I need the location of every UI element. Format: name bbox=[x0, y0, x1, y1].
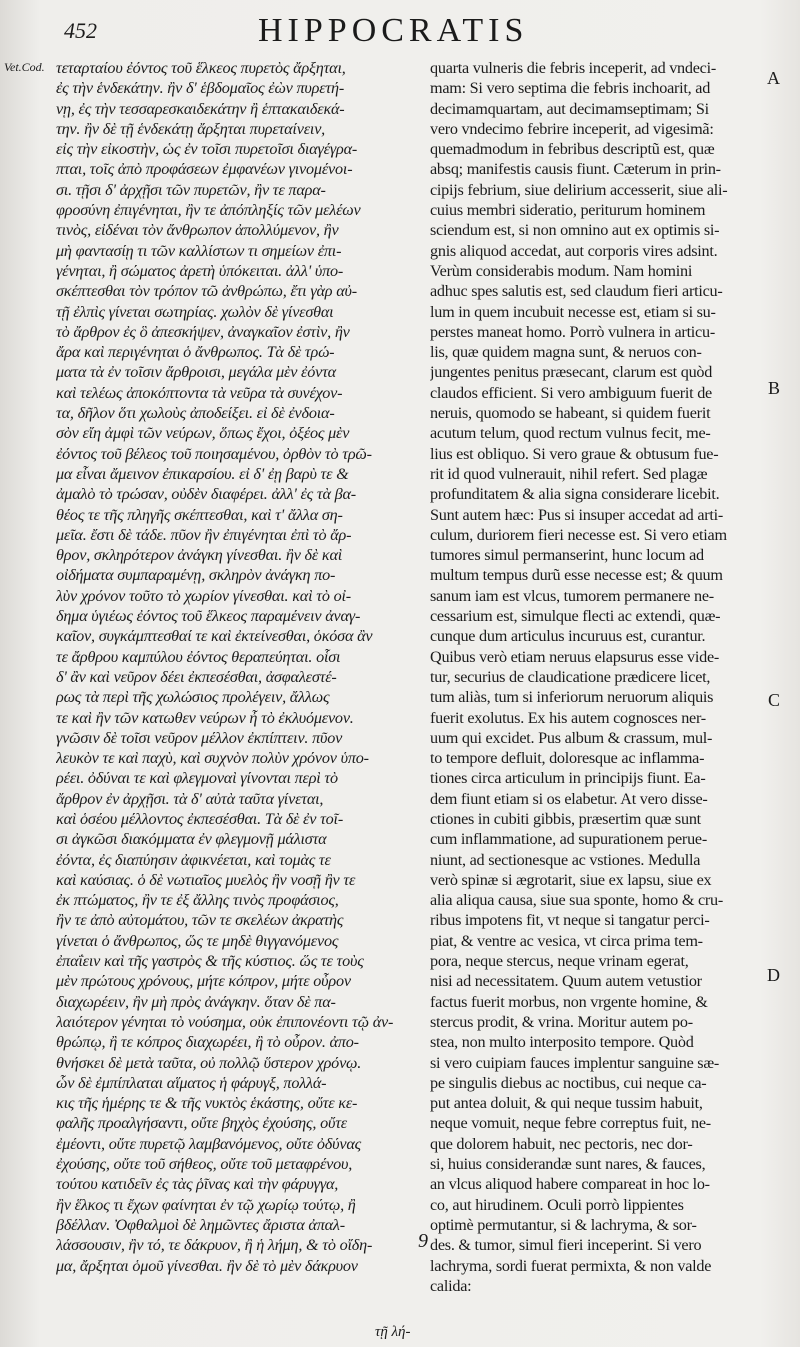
latin-text-line: dem fiunt etiam si os elabetur. At vero disse- bbox=[430, 789, 708, 808]
latin-text-line: mam: Si vero septima die febris inchoarit, ad bbox=[430, 79, 711, 98]
latin-text-line: nisi ad necessitatem. Quum autem vetustior bbox=[430, 972, 702, 991]
latin-text-line: optimè permutantur, si & lachryma, & sor- bbox=[430, 1215, 697, 1234]
greek-text-line: μα, ἄρξηται ὁμοῦ γίνεσθαι. ἢν δὲ τὸ μὲν δάκρυον bbox=[56, 1256, 358, 1275]
latin-text-line: rit id quod vulnerauit, nihil refert. Sed plagæ bbox=[430, 464, 708, 483]
greek-text-line: ἐκ πτώματος, ἢν τε ἐξ ἄλλης τινὸς προφάσιος, bbox=[56, 891, 339, 910]
latin-text-line: tur, securius de claudicatione prædicere licet, bbox=[430, 667, 711, 686]
greek-text-line: τούτου κατιδεῖν ἐς τὰς ῥῖνας καὶ τὴν φάρυγγα, bbox=[56, 1175, 339, 1194]
folio-mark: 9 bbox=[418, 1230, 428, 1252]
greek-text-line: λὺν χρόνον τοῦτο τὸ χωρίον γίνεσθαι. καὶ τὸ οἰ- bbox=[56, 586, 351, 605]
latin-text-line: lachryma, sordi fuerat permixta, & non valde bbox=[430, 1256, 712, 1275]
latin-text-line: vero vndecimo febrire inceperit, ad vigesimã: bbox=[430, 119, 714, 138]
greek-text-line: δ' ἂν καὶ νεῦρον δέει ἐκπεσέσθαι, ἀσφαλεστέ- bbox=[56, 667, 337, 686]
latin-text-line: cessarium est, simulque flecti ac extendi, quæ- bbox=[430, 607, 721, 626]
greek-text-line: ρέει. ὀδύναι τε καὶ φλεγμοναὶ γίνονται περὶ τὸ bbox=[56, 769, 338, 788]
greek-text-line: ματα τὰ ἐν τοῖσιν ἄρθροισι, μεγάλα μὲν ἐόντα bbox=[56, 363, 336, 382]
latin-text-line: ribus impotens fit, vt neque si tangatur perci- bbox=[430, 911, 710, 930]
latin-text-line: neruis, quomodo se habeant, si quidem fuerit bbox=[430, 404, 711, 423]
greek-text-line: λευκὸν τε καὶ παχὺ, καὶ συχνὸν πολὺν χρόνον ὑπο- bbox=[56, 749, 369, 768]
greek-text-line: τὸ ἄρθρον ἐς ὃ ἀπεσκήψεν, ἀναγκαῖον ἐστὶν, ἢν bbox=[56, 322, 350, 341]
latin-text-line: lis, quæ quidem magna sunt, & neruos con- bbox=[430, 343, 702, 362]
greek-text-line: δημα ὑγιέως ἐόντος τοῦ ἕλκεος παραμένειν ἀναγ- bbox=[56, 607, 361, 626]
latin-text-line: verò spinæ si ægrotarit, siue ex lapsu, siue ex bbox=[430, 870, 712, 889]
latin-text-line: cipijs febrium, siue delirium accesserit, siue ali- bbox=[430, 180, 728, 199]
page-header bbox=[58, 12, 578, 52]
latin-text-line: niunt, ad sectionesque ac vstiones. Medulla bbox=[430, 850, 701, 869]
greek-text-line: καῖον, συγκάμπτεσθαί τε καὶ ἐκτείνεσθαι, ὁκόσα ἂν bbox=[56, 627, 373, 646]
latin-text-line: cum inflammatione, ad supurationem perue- bbox=[430, 830, 707, 849]
greek-text-line: ἢν ἕλκος τι ἔχων φαίνηται ἐν τῷ χωρίῳ τούτῳ, ἢ bbox=[56, 1195, 356, 1214]
greek-text-line: ἐς τὴν ἑνδεκάτην. ἢν δ' ἑβδομαῖος ἐὼν πυρετή- bbox=[56, 79, 345, 98]
greek-text-line: τα, δῆλον ὅτι χωλοὺς ἀποδείξει. εἰ δὲ ἐνδοια- bbox=[56, 404, 335, 423]
latin-text-line: si, huius considerandæ sunt nares, & fauces, bbox=[430, 1155, 706, 1174]
latin-text-line: an vlcus aliquod habere compareat in hoc lo- bbox=[430, 1175, 710, 1194]
latin-text-line: absq; manifestis causis fiunt. Cæterum in prin- bbox=[430, 160, 721, 179]
greek-text-line: τεταρταίου ἐόντος τοῦ ἕλκεος πυρετὸς ἄρξηται, bbox=[56, 59, 346, 77]
latin-text-line: tiones circa articulum in principijs fiunt. Ea- bbox=[430, 769, 706, 788]
greek-text-line: φαλῆς προαλγήσαντι, οὔτε βηχὸς ἐχούσης, οὔτε bbox=[56, 1114, 347, 1133]
greek-text-line: ἐμέοντι, οὔτε πυρετῷ λαμβανόμενος, οὔτε ὀδύνας bbox=[56, 1134, 362, 1153]
latin-text-line: pora, neque stercus, neque vrinam egerat, bbox=[430, 952, 689, 971]
page-number: 452 bbox=[64, 18, 97, 43]
greek-text-line: εἰς τὴν εἰκοστὴν, ὡς ἐν τοῖσι πυρετοῖσι διαγέγρα- bbox=[56, 140, 358, 159]
latin-text-line: cuius membri sideratio, periturum hominem bbox=[430, 201, 706, 220]
latin-text-line: acutum telum, quod rectum vulnus fecit, me- bbox=[430, 424, 711, 443]
latin-text-line: quarta vulneris die febris inceperit, ad vndeci- bbox=[430, 59, 716, 77]
latin-text-line: tumores simul permanserint, hunc locum ad bbox=[430, 546, 704, 565]
section-marker-a: A bbox=[767, 68, 780, 88]
latin-text-column bbox=[430, 58, 764, 1296]
latin-text-line: profunditatem & alia signa considerare licebit. bbox=[430, 485, 720, 504]
latin-text-line: que dolorem habuit, nec pectoris, nec dor- bbox=[430, 1134, 693, 1153]
greek-text-line: θρώπῳ, ἢ τε κόπρος διαχωρέει, ἢ τὸ οὖρον. ἀπο- bbox=[56, 1033, 359, 1052]
section-marker-c: C bbox=[767, 690, 780, 710]
latin-text-line: stercus prodit, & vrina. Moritur autem po- bbox=[430, 1012, 693, 1031]
latin-text-line: sanum iam est vlcus, tumorem permanere ne- bbox=[430, 586, 714, 605]
greek-text-line: οἰδήματα συμπαραμένῃ, σκληρὸν ἀνάγκη πο- bbox=[56, 566, 336, 585]
latin-text-line: des. & tumor, simul fieri inceperint. Si vero bbox=[430, 1236, 702, 1255]
latin-text-line: Verùm considerabis modum. Nam homini bbox=[430, 261, 693, 280]
greek-text-line: ἐχούσης, οὔτε τοῦ σήθεος, οὔτε τοῦ μεταφρένου, bbox=[56, 1155, 353, 1174]
latin-text-line: piat, & ventre ac vesica, vt circa prima tem- bbox=[430, 931, 703, 950]
greek-text-line: ἢν τε ἀπὸ αὐτομάτου, τῶν τε σκελέων ἀκρατὴς bbox=[56, 911, 344, 930]
greek-text-line: θνήσκει δὲ μετὰ ταῦτα, οὐ πολλῷ ὕστερον χρόνῳ. bbox=[56, 1053, 362, 1072]
greek-text-line: καὶ τελέως ἀποκόπτοντα τὰ νεῦρα τὰ συνέχον- bbox=[56, 383, 343, 402]
latin-text-line: factus fuerit morbus, non vrgente homine, & bbox=[430, 992, 708, 1011]
greek-text-line: βδέλλαν. Ὀφθαλμοὶ δὲ λημῶντες ἄριστα ἀπαλ- bbox=[56, 1215, 345, 1234]
latin-text-line: claudos efficient. Si vero ambiguum fuerit de bbox=[430, 383, 712, 402]
latin-text-line: cunque dum articulus incuruus est, curantur. bbox=[430, 627, 706, 646]
greek-text-line: τε ἄρθρου καμπύλου ἐόντος θεραπεύηται. οἷσι bbox=[56, 647, 341, 666]
latin-text-line: Quibus verò etiam neruus elapsurus esse vide- bbox=[430, 647, 720, 666]
greek-text-line: τε καὶ ἢν τῶν κατωθεν νεύρων ἦ τὸ ἐκλυόμενον. bbox=[56, 708, 354, 727]
latin-text-line: ctiones in cubiti gibbis, præsertim quæ sunt bbox=[430, 809, 701, 828]
latin-text-line: neque vomuit, neque febre correptus fuit, ne- bbox=[430, 1114, 711, 1133]
greek-text-line: γένηται, ἢ σώματος ἀρετὴ ὑπόκειται. ἀλλ' ὑπο- bbox=[56, 261, 344, 280]
greek-text-line: σι. τῇσι δ' ἀρχῇσι τῶν πυρετῶν, ἢν τε παρα- bbox=[56, 180, 326, 199]
greek-text-line: γίνεται ὁ ἄνθρωπος, ὥς τε μηδὲ θιγγανόμενος bbox=[56, 931, 339, 950]
greek-text-line: διαχωρέειν, ἢν μὴ πρὸς ἀνάγκην. ὅταν δὲ πα- bbox=[56, 992, 336, 1011]
latin-text-line: co, aut hirudinem. Oculi porrò lippientes bbox=[430, 1195, 684, 1214]
latin-text-line: lius est obliquo. Si vero graue & obtusum fue- bbox=[430, 444, 719, 463]
running-title: HIPPOCRATIS bbox=[258, 12, 529, 49]
latin-text-line: pe singulis diebus ac noctibus, cui neque ca- bbox=[430, 1073, 707, 1092]
greek-text-line: ἀμαλὸ τὸ τρώσαν, οὐδὲν διαφέρει. ἀλλ' ἐς τὰ βα- bbox=[56, 485, 356, 504]
greek-text-line: λάσσουσιν, ἢν τό, τε δάκρυον, ἢ ἡ λήμη, & τὸ οἴδη- bbox=[56, 1236, 373, 1255]
latin-text-line: Sunt autem hæc: Pus si insuper accedat ad arti- bbox=[430, 505, 724, 524]
latin-text-line: culum, duriorem fieri necesse est. Si vero etiam bbox=[430, 525, 727, 544]
greek-text-line: μὴ φαντασίῃ τι τῶν καλλίστων τι σημείων ἐπι- bbox=[56, 241, 342, 260]
latin-text-line: alia aliqua causa, siue sua sponte, homo & cru- bbox=[430, 891, 724, 910]
catchword: τῇ λή- bbox=[375, 1324, 411, 1340]
greek-text-line: φροσύνη ἐπιγένηται, ἢν τε ἀπόπληξίς τῶν μελέων bbox=[56, 201, 361, 220]
latin-text-line: tum aliàs, tum si inferiorum neruorum aliquis bbox=[430, 688, 714, 707]
section-marker-d: D bbox=[767, 965, 780, 985]
latin-text-line: jungentes penitus præsecant, clarum est quòd bbox=[430, 363, 713, 382]
greek-text-line: μα εἶναι ἄμεινον ἐπικαρσίου. εἰ δ' ἐῃ βαρὺ τε & bbox=[56, 464, 349, 483]
margin-note: Vet.Cod. bbox=[4, 60, 45, 74]
latin-text-line: sciendum est, si non omnino aut ex optimis si- bbox=[430, 221, 720, 240]
latin-text-line: lum in quem incubuit necesse est, etiam si su- bbox=[430, 302, 716, 321]
latin-text-line: decimamquartam, aut decimamseptimam; Si bbox=[430, 99, 709, 118]
greek-text-line: σι ἀγκῶσι διακόμματα ἐν φλεγμονῇ μάλιστα bbox=[56, 830, 327, 849]
greek-text-line: σὸν εἴη ἀμφὶ τῶν νεύρων, ὅπως ἔχοι, ὀξέος μὲν bbox=[56, 424, 350, 443]
latin-text-line: si vero cuipiam fauces implentur sanguine sæ- bbox=[430, 1053, 720, 1072]
latin-text-line: fuerit exolutus. Ex his autem cognosces ner- bbox=[430, 708, 706, 727]
latin-text-line: perstes maneat homo. Porrò vulnera in articu- bbox=[430, 322, 715, 341]
greek-text-line: ἐόντα, ἐς διαπύησιν ἀφικνέεται, καὶ τομὰς τε bbox=[56, 850, 331, 869]
greek-text-line: την. ἢν δὲ τῇ ἑνδεκάτῃ ἄρξηται πυρεταίνειν, bbox=[56, 119, 326, 138]
greek-text-line: ρως τὰ περὶ τῆς χωλώσιος προλέγειν, ἄλλως bbox=[56, 688, 330, 707]
greek-text-line: τῇ ἐλπὶς γίνεται σωτηρίας. χωλὸν δὲ γίνεσθαι bbox=[56, 302, 334, 321]
greek-text-line: καὶ ὁσέου μέλλοντος ἐκπεσέσθαι. Τὰ δὲ ἐν τοῖ- bbox=[56, 809, 344, 828]
latin-text-line: calida: bbox=[430, 1276, 472, 1295]
greek-text-line: ἄρα καὶ περιγένηται ὁ ἄνθρωπος. Τὰ δὲ τρώ- bbox=[56, 343, 335, 362]
latin-text-line: uum qui excidet. Pus album & crassum, mul- bbox=[430, 728, 713, 747]
greek-text-line: νῃ, ἐς τὴν τεσσαρεσκαιδεκάτην ἢ ἑπτακαιδεκά- bbox=[56, 99, 345, 118]
latin-text-line: put antea doluit, & qui neque tussim habuit, bbox=[430, 1094, 703, 1113]
greek-text-line: θέος τε τῆς πληγῆς σκέπτεσθαι, καὶ τ' ἄλλα ση- bbox=[56, 505, 343, 524]
greek-text-line: μὲν πρώτους χρόνους, μήτε κόπρον, μήτε οὖρον bbox=[56, 972, 351, 991]
latin-text-line: multum tempus durũ esse necesse est; & quum bbox=[430, 566, 723, 585]
greek-text-line: πται, τοῖς ἀπὸ προφάσεων ἐμφανέων γινομένοι- bbox=[56, 160, 353, 179]
greek-text-line: μεῖα. ἔστι δὲ τάδε. πῦον ἢν ἐπιγένηται ἐπὶ τὸ ἄρ- bbox=[56, 525, 352, 544]
latin-text-line: gnis aliquod accedat, aut corporis vires adsint. bbox=[430, 241, 718, 260]
greek-text-line: ὧν δὲ ἐμπίπλαται αἵματος ἡ φάρυγξ, πολλά- bbox=[56, 1073, 327, 1092]
latin-text-line: stea, non multo interposito tempore. Quòd bbox=[430, 1033, 694, 1052]
greek-text-line: γνῶσιν δὲ τοῖσι νεῦρον μέλλον ἐκπίπτειν. πῦον bbox=[56, 728, 343, 747]
greek-text-line: λαιότερον γένηται τὸ νούσημα, οὐκ ἐπιπονέοντι τῷ ἀν- bbox=[56, 1012, 394, 1031]
greek-text-line: θρον, σκληρότερον ἀνάγκη γίνεσθαι. ἢν δὲ καὶ bbox=[56, 546, 343, 565]
greek-text-line: κις τῆς ἡμέρης τε & τῆς νυκτὸς ἑκάστης, οὔτε κε- bbox=[56, 1094, 358, 1113]
greek-text-line: σκέπτεσθαι τὸν τρόπον τῶ ἀνθρώπω, ἔτι γὰρ αὐ- bbox=[56, 282, 357, 301]
section-marker-b: B bbox=[767, 378, 780, 398]
latin-text-line: to tempore defluit, doloresque ac inflamma- bbox=[430, 749, 705, 768]
latin-text-line: adhuc spes salutis est, sed claudum fieri articu- bbox=[430, 282, 723, 301]
greek-text-line: τινὸς, εἰδέναι τὸν ἄνθρωπον ἀπολλύμενον, ἢν bbox=[56, 221, 339, 240]
greek-text-line: καὶ καύσιας. ὁ δὲ νωτιαῖος μυελὸς ἢν νοσῇ ἢν τε bbox=[56, 870, 356, 889]
greek-text-column bbox=[56, 58, 422, 1276]
greek-text-line: ἐπαΐειν καὶ τῆς γαστρὸς & τῆς κύστιος. ὥς τε τοὺς bbox=[56, 952, 364, 971]
greek-text-line: ἐόντος τοῦ βέλεος τοῦ ποιησαμένου, ὀρθὸν τὸ τρῶ- bbox=[56, 444, 372, 463]
latin-text-line: quemadmodum in febribus descriptũ est, quæ bbox=[430, 140, 715, 159]
greek-text-line: ἄρθρον ἐν ἀρχῇσι. τὰ δ' αὐτὰ ταῦτα γίνεται, bbox=[56, 789, 324, 808]
